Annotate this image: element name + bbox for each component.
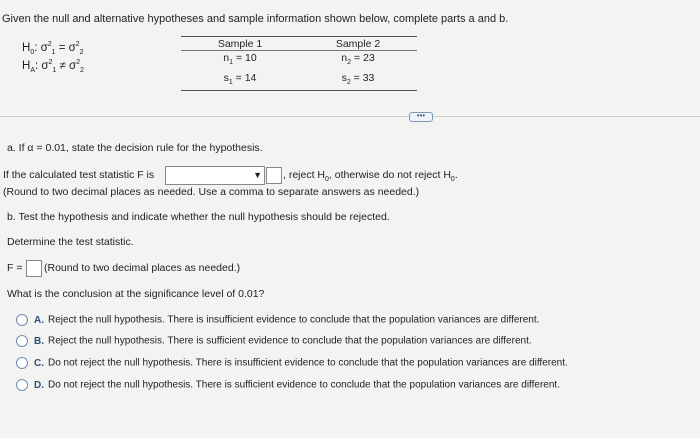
s1-cell: $s_1 = 14$ bbox=[181, 68, 299, 91]
critical-value-input[interactable] bbox=[266, 167, 282, 184]
option-a[interactable]: A. Reject the null hypothesis. There is insufficient evidence to conclude that the population variances are different. bbox=[16, 314, 539, 326]
chevron-down-icon: ▼ bbox=[253, 170, 262, 180]
more-button[interactable]: ••• bbox=[409, 112, 433, 122]
radio-icon[interactable] bbox=[16, 314, 28, 326]
part-a-prompt: a. If α = 0.01, state the decision rule for the hypothesis. bbox=[7, 142, 263, 154]
null-hypothesis: $H_0$: $\sigma^2_1 = \sigma^2_2$ bbox=[22, 41, 84, 57]
section-divider bbox=[0, 116, 700, 117]
f-note: (Round to two decimal places as needed.) bbox=[44, 262, 241, 274]
option-c[interactable]: C. Do not reject the null hypothesis. There is insufficient evidence to conclude that the population variances are different. bbox=[16, 357, 568, 369]
comparison-dropdown[interactable] bbox=[165, 166, 265, 185]
f-label: F = bbox=[7, 262, 23, 274]
determine-statistic: Determine the test statistic. bbox=[7, 236, 134, 248]
radio-icon[interactable] bbox=[16, 357, 28, 369]
option-d[interactable]: D. Do not reject the null hypothesis. There is sufficient evidence to conclude that the population variances are different. bbox=[16, 379, 560, 391]
n1-cell: $n_1 = 10$ bbox=[181, 51, 299, 69]
decision-rule-prefix: If the calculated test statistic F is bbox=[3, 169, 155, 181]
part-a-note: (Round to two decimal places as needed. Use a comma to separate answers as needed.) bbox=[3, 186, 420, 198]
option-b[interactable]: B. Reject the null hypothesis. There is sufficient evidence to conclude that the population variances are different. bbox=[16, 335, 532, 347]
f-statistic-input[interactable] bbox=[26, 260, 42, 277]
alternative-hypothesis: $H_A$: $\sigma^2_1 \ne \sigma^2_2$ bbox=[22, 59, 84, 75]
n2-cell: $n_2 = 23$ bbox=[299, 51, 417, 69]
s2-cell: $s_2 = 33$ bbox=[299, 68, 417, 91]
sample2-header: Sample 2 bbox=[299, 37, 417, 51]
radio-icon[interactable] bbox=[16, 335, 28, 347]
decision-rule-suffix: , reject $H_0$, otherwise do not reject $H_0$. bbox=[283, 169, 458, 184]
conclusion-question: What is the conclusion at the significance level of 0.01? bbox=[7, 288, 265, 300]
part-b-prompt: b. Test the hypothesis and indicate whether the null hypothesis should be rejected. bbox=[7, 211, 390, 223]
question-intro: Given the null and alternative hypotheses and sample information shown below, complete parts a and b. bbox=[2, 13, 509, 25]
sample1-header: Sample 1 bbox=[181, 37, 299, 51]
radio-icon[interactable] bbox=[16, 379, 28, 391]
sample-table bbox=[181, 36, 417, 91]
